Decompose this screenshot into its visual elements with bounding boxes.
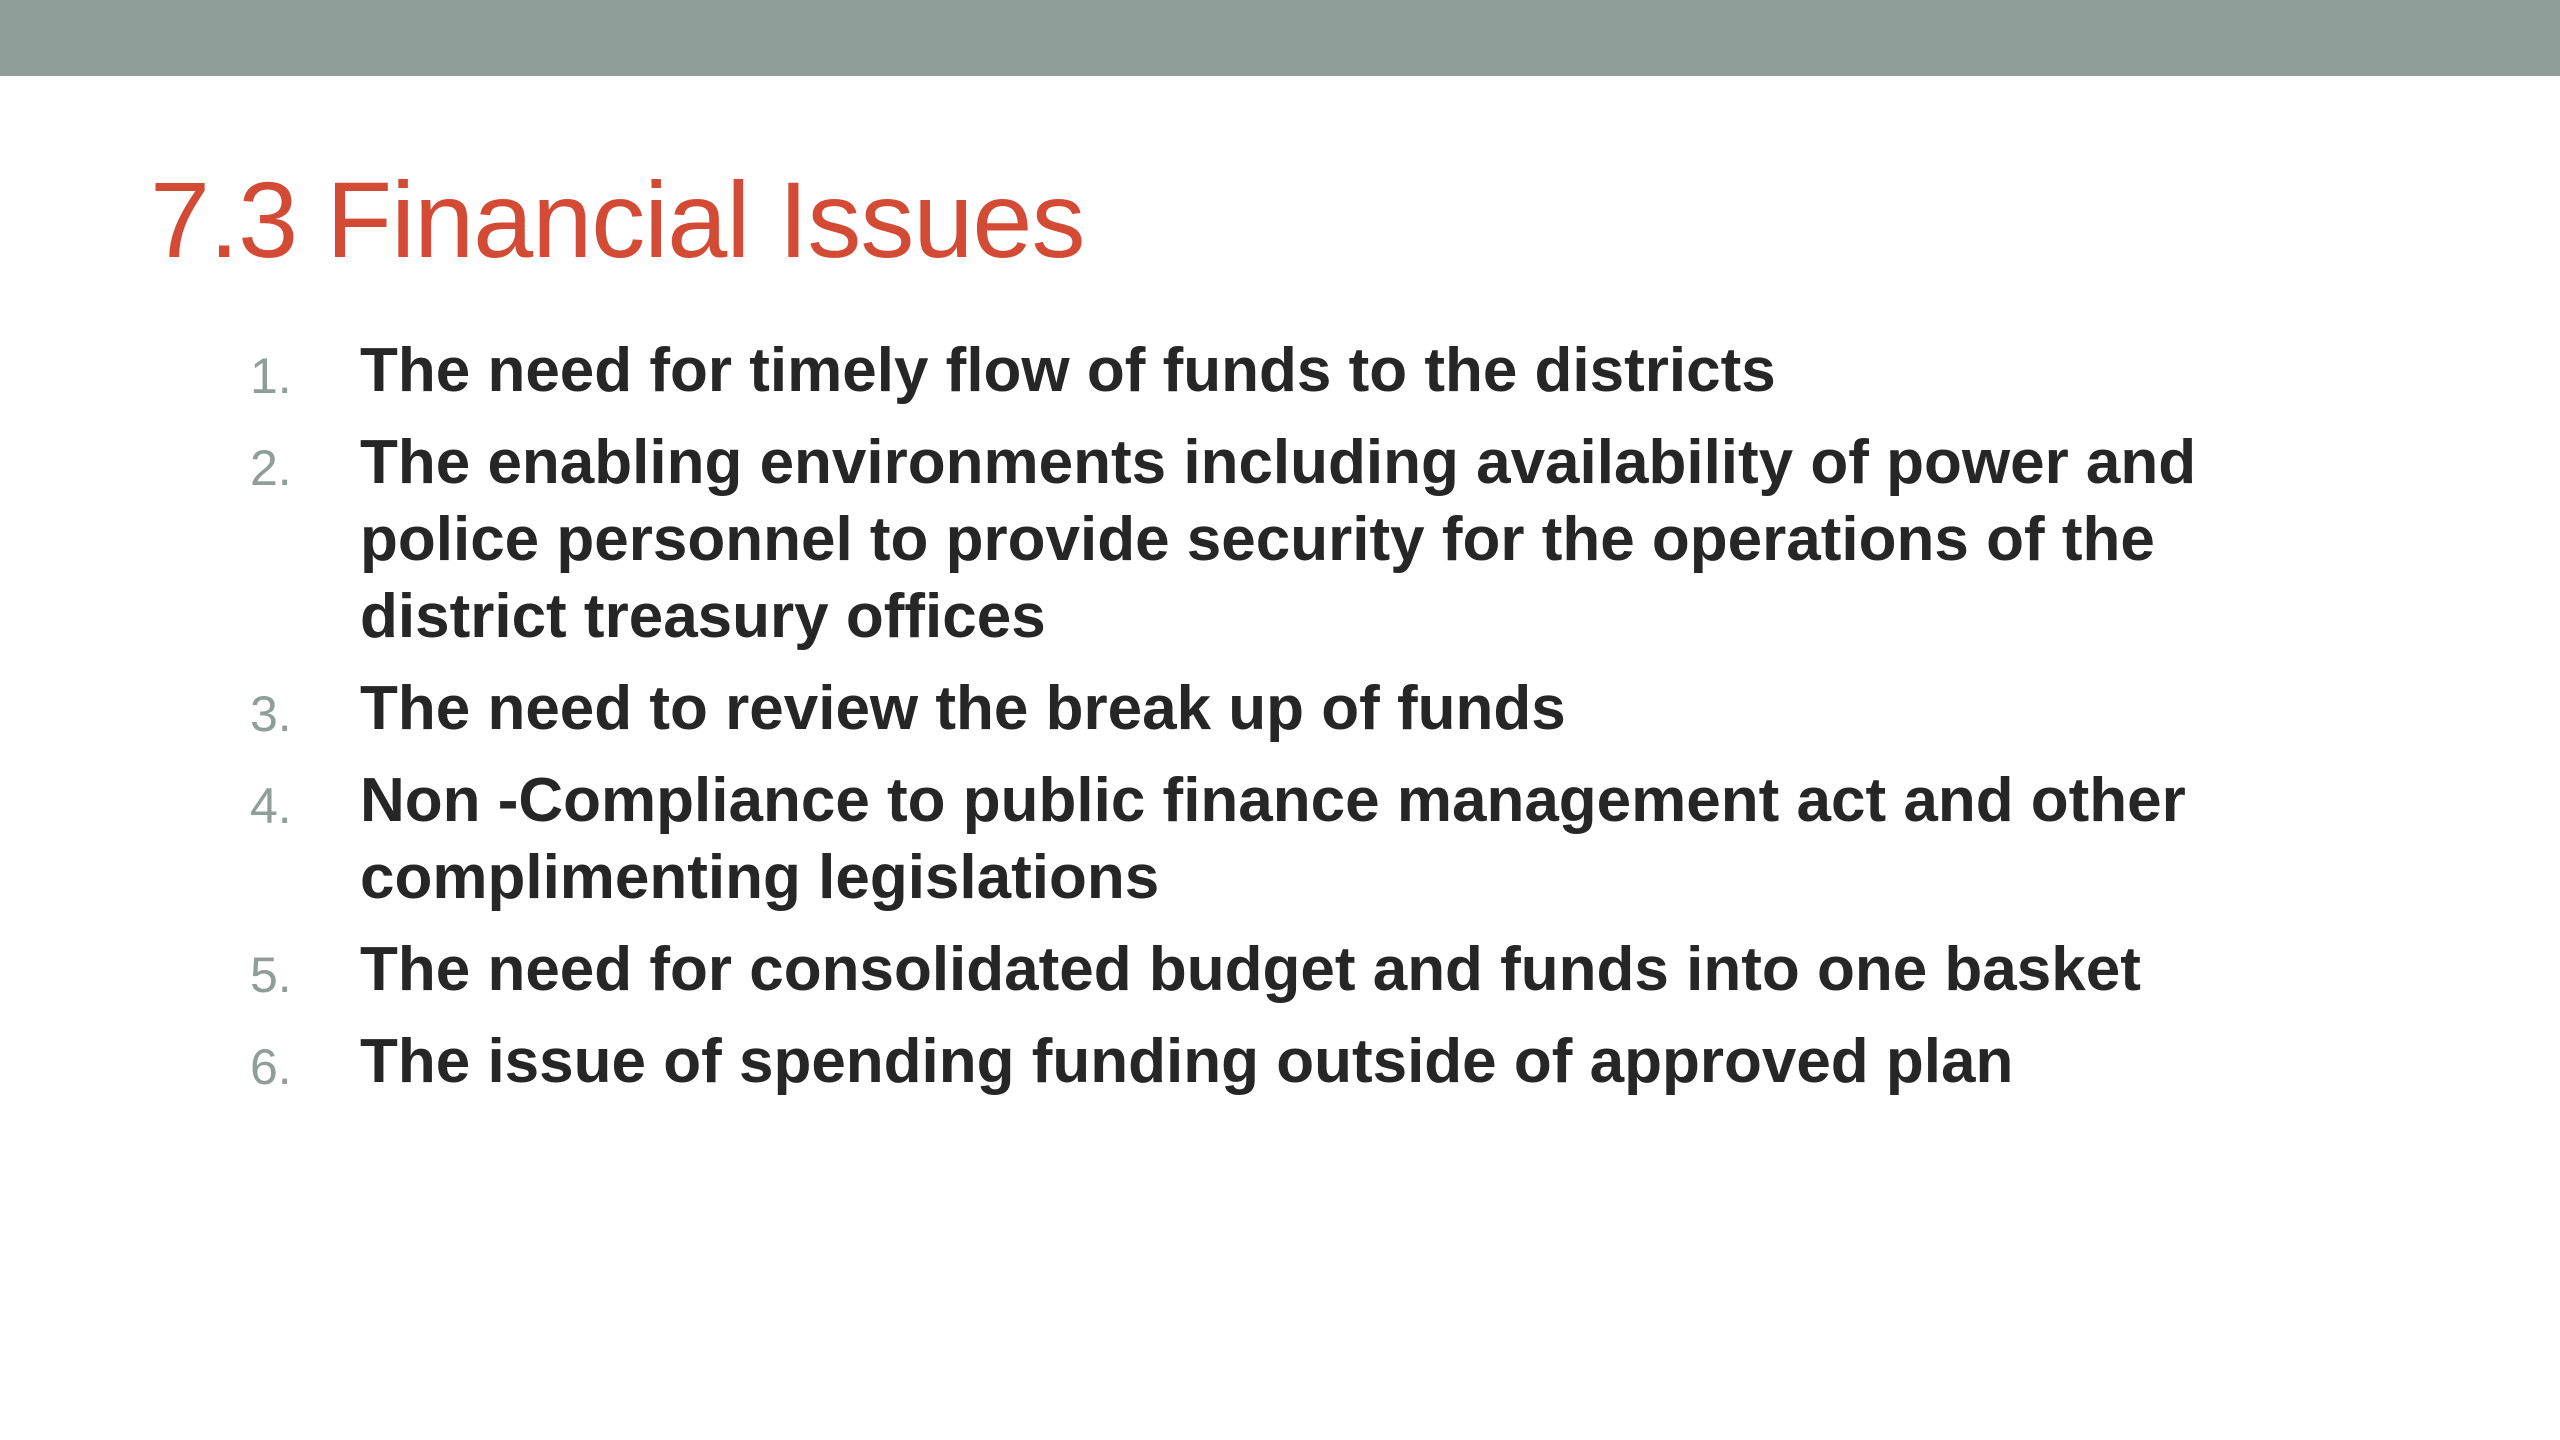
list-item (0, 1023, 2260, 1100)
list-item (0, 931, 2260, 1008)
numbered-list (0, 332, 2260, 1115)
top-decorative-bar (0, 0, 2560, 76)
list-item-number: 3. (250, 686, 292, 742)
list-item-number: 5. (250, 947, 292, 1003)
list-item-text: The issue of spending funding outside of approved plan (360, 1027, 2014, 1096)
list-item (0, 670, 2260, 747)
list-item-text: The need to review the break up of funds (360, 674, 1566, 743)
list-item-text: The need for timely flow of funds to the districts (360, 336, 1776, 405)
list-item (0, 762, 2260, 916)
list-item-number: 6. (250, 1039, 292, 1095)
list-item-number: 2. (250, 440, 292, 496)
list-item (0, 424, 2260, 655)
list-item-number: 4. (250, 778, 292, 834)
list-item (0, 332, 2260, 409)
list-item-text: Non -Compliance to public finance management act and other complimenting legislations (360, 766, 2186, 912)
slide-title: 7.3 Financial Issues (150, 159, 1085, 280)
list-item-number: 1. (250, 348, 292, 404)
list-item-text: The need for consolidated budget and funds into one basket (360, 935, 2141, 1004)
list-item-text: The enabling environments including availability of power and police personnel to provide security for the operations of the district treasury offices (360, 428, 2197, 651)
